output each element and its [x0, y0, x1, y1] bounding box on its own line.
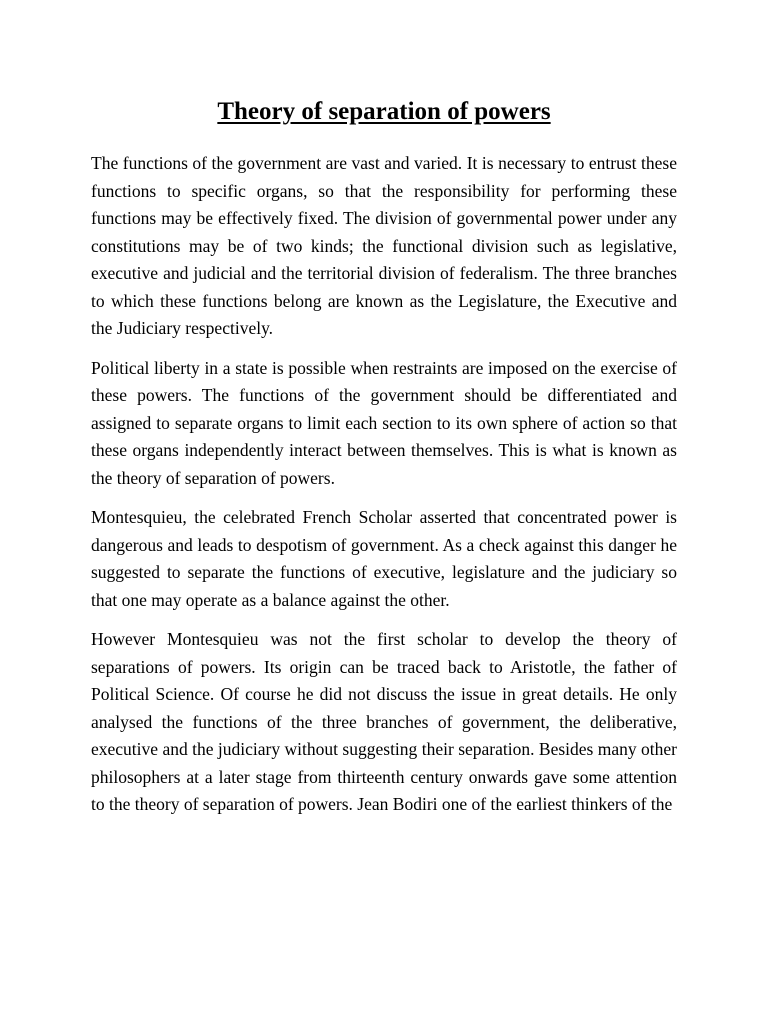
document-title: Theory of separation of powers [217, 98, 551, 125]
paragraph-1: The functions of the government are vast and varied. It is necessary to entrust these functions to specific organs, so that the responsibility for performing these functions may be effectively fixed. The division of governmental power under any constitutions may be of two kinds; the functional division such as legislative, executive and judicial and the territorial division of federalism. The three branches to which these functions belong are known as the Legislature, the Executive and the Judiciary respectively. [91, 153, 677, 338]
paragraph-3: Montesquieu, the celebrated French Scholar asserted that concentrated power is dangerous and leads to despotism of government. As a check against this danger he suggested to separate the functions of executive, legislature and the judiciary so that one may operate as a balance against the other. [91, 507, 677, 610]
document-page [91, 96, 677, 831]
paragraph-2: Political liberty in a state is possible when restraints are imposed on the exercise of these powers. The functions of the government should be differentiated and assigned to separate organs to limit each section to its own sphere of action so that these organs independently interact between themselves. This is what is known as the theory of separation of powers. [91, 357, 677, 488]
paragraph-4: However Montesquieu was not the first scholar to develop the theory of separations of powers. Its origin can be traced back to Aristotle, the father of Political Science. Of course he did not discuss the issue in great details. He only analysed the functions of the three branches of government, the deliberative, executive and the judiciary without suggesting their separation. Besides many other philosophers at a later stage from thirteenth century onwards gave some attention to the theory of separation of powers. Jean Bodiri one of the earliest thinkers of the [91, 629, 677, 814]
